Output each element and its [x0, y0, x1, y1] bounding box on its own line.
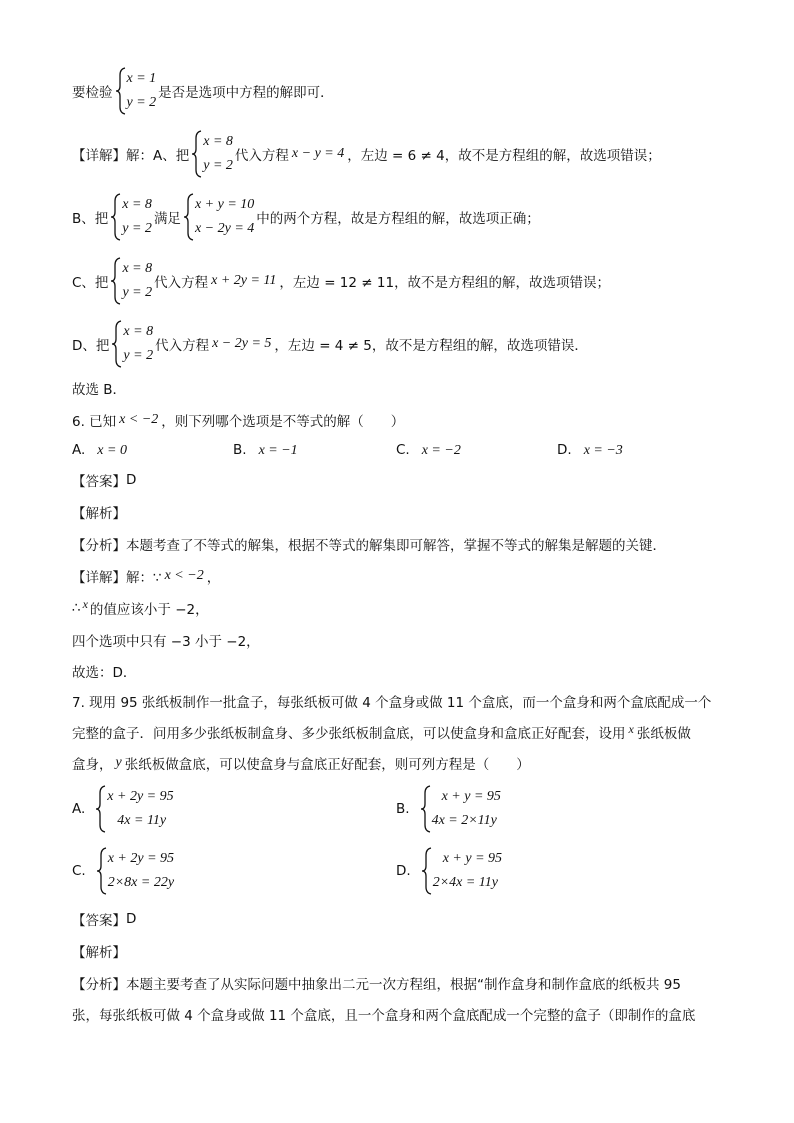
q6-option-a [72, 442, 130, 459]
line-b-text: B、把 [72, 211, 109, 227]
detail-text-end: ， [206, 570, 221, 586]
q6-stem [72, 409, 404, 431]
brace-icon [420, 785, 432, 833]
line-d-conclusion: ，故不是方程组的解，故选项错误． [371, 338, 588, 354]
equation-system [115, 67, 157, 115]
system-eq-2: y = 2 [122, 285, 153, 300]
brace-icon [110, 257, 122, 305]
line-a-text: 解：A、把 [126, 148, 190, 164]
system-eq-2: y = 2 [126, 95, 157, 110]
q6-inequality: x < −2 [119, 412, 159, 427]
system-eq-1: x + 2y = 95 [107, 851, 175, 866]
step-3-text: 四个选项中只有 −3 小于 −2， [72, 634, 260, 650]
option-value: x = 0 [97, 443, 127, 458]
option-key: A. [72, 442, 86, 458]
line-c-text: C、把 [72, 275, 109, 291]
equation-system [111, 320, 153, 368]
q6-option-b [233, 442, 301, 459]
q6-stem-text: 6. 已知 [72, 414, 117, 430]
option-value: x = −2 [421, 443, 461, 458]
brace-icon [96, 847, 108, 895]
q6-option-d [557, 442, 626, 459]
system-eq-1: x = 8 [122, 261, 153, 276]
equation: x + 2y = 11 [211, 273, 277, 288]
system-eq-1: x = 8 [122, 197, 152, 212]
q5-final-answer [72, 377, 126, 399]
system-eq-2: 4x = 2×11y [431, 813, 497, 828]
equation: x − y = 4 [291, 146, 345, 161]
system-eq-2: 2×8x = 22y [107, 875, 175, 890]
q7-stem-line-1 [72, 690, 711, 712]
system-eq-2: y = 2 [203, 158, 233, 173]
option-key: C. [396, 442, 410, 458]
option-system [95, 785, 173, 833]
equation-system [110, 257, 152, 305]
analysis-label: 【分析】 [72, 977, 126, 993]
q6-stem-text-2: ，则下列哪个选项是不等式的解（ ） [161, 414, 405, 430]
solution-line-c [72, 261, 611, 300]
system-eq-2: y = 2 [123, 348, 154, 363]
system-eq-1: x + y = 95 [442, 851, 503, 866]
equation-system [110, 193, 152, 241]
system-eq-1: x + y = 95 [441, 789, 501, 804]
intro-text: 要检验 [72, 85, 113, 101]
final-answer-text: 故选 B． [72, 382, 127, 398]
analysis-text: 本题考查了不等式的解集，根据不等式的解集即可解答，掌握不等式的解集是解题的关键． [126, 538, 666, 554]
step-4-text: 故选：D． [72, 665, 137, 681]
system-eq-1: x + 2y = 95 [107, 789, 174, 804]
variable-x: x [628, 721, 634, 736]
line-d-text: D、把 [72, 338, 110, 354]
option-key: D. [396, 863, 411, 879]
answer-value: D [126, 472, 137, 488]
answer-tag: 【答案】 [72, 474, 126, 490]
left-side-value: ，左边 = 6 ≠ 4 [347, 148, 445, 164]
q6-detail [72, 565, 220, 587]
q7-stem-text-end: 张纸板做 [636, 726, 691, 742]
step-2-text: 的值应该小于 −2， [89, 602, 209, 618]
equation: x − 2y = 5 [212, 336, 272, 351]
q6-option-c [396, 442, 464, 459]
option-key: C. [72, 863, 86, 879]
system-eq-1: x + y = 10 [194, 197, 255, 212]
line-b-conclusion: 中的两个方程，故是方程组的解，故选项正确； [256, 211, 540, 227]
system-eq-2: 4x = 11y [117, 813, 167, 828]
q6-step-4 [72, 660, 136, 682]
q7-option-b [396, 785, 503, 833]
option-value: x = −1 [258, 443, 298, 458]
answer-tag: 【答案】 [72, 913, 126, 929]
q7-answer [72, 908, 136, 930]
system-eq-2: 2×4x = 11y [432, 875, 498, 890]
q7-option-c [72, 847, 176, 895]
therefore-symbol: ∴ [72, 600, 81, 616]
analysis-tag: 【解析】 [72, 945, 126, 961]
q7-stem-line-2 [72, 721, 691, 743]
detail-tag: 【详解】 [72, 148, 126, 164]
brace-icon [191, 130, 203, 178]
left-side-value: ，左边 = 12 ≠ 11 [279, 275, 395, 291]
q6-analysis [72, 533, 666, 555]
brace-icon [110, 193, 122, 241]
option-key: B. [396, 801, 410, 817]
brace-icon [111, 320, 123, 368]
detail-inequality: x < −2 [164, 568, 204, 583]
line-c-conclusion: ，故不是方程组的解，故选项错误； [394, 275, 611, 291]
line-b-text-2: 满足 [153, 211, 181, 227]
system-eq-2: y = 2 [122, 221, 152, 236]
solution-line-b [72, 197, 540, 236]
intro-text-end: 是否是选项中方程的解即可． [158, 85, 334, 101]
q7-stem-line-3 [72, 752, 530, 774]
brace-icon [183, 193, 195, 241]
q7-analysis-line-2 [72, 1003, 695, 1025]
system-eq-1: x = 8 [203, 134, 233, 149]
detail-text: 解：∵ [126, 570, 162, 586]
q7-analysis-header [72, 940, 126, 962]
q7-option-a [72, 785, 176, 833]
option-key: D. [557, 442, 572, 458]
line-a-text-2: 代入方程 [234, 148, 289, 164]
analysis-tag: 【解析】 [72, 506, 126, 522]
q7-stem-text: 盒身， [72, 757, 113, 773]
left-side-value: ，左边 = 4 ≠ 5 [274, 338, 372, 354]
option-system [96, 847, 174, 895]
q7-stem-text: 完整的盒子．问用多少张纸板制盒身、多少张纸板制盒底，可以使盒身和盒底正好配套，设用 [72, 726, 626, 742]
option-key: B. [233, 442, 247, 458]
option-key: A. [72, 801, 86, 817]
q6-answer [72, 469, 136, 491]
q7-stem-text: 7. 现用 95 张纸板制作一批盒子，每张纸板可做 4 个盒身或做 11 个盒底，而一个盒身和两个盒底配成一个 [72, 695, 712, 711]
option-value: x = −3 [583, 443, 623, 458]
q6-analysis-header [72, 501, 126, 523]
equation-system [191, 130, 233, 178]
brace-icon [95, 785, 107, 833]
q6-step-2 [72, 597, 209, 619]
brace-icon [115, 67, 127, 115]
answer-value: D [126, 911, 137, 927]
line-c-text-2: 代入方程 [154, 275, 209, 291]
line-a-conclusion: ，故不是方程组的解，故选项错误； [444, 148, 661, 164]
q7-option-d [396, 847, 504, 895]
option-system [421, 847, 502, 895]
option-system [420, 785, 501, 833]
solution-line-a [72, 134, 661, 173]
line-d-text-2: 代入方程 [155, 338, 210, 354]
detail-tag: 【详解】 [72, 570, 126, 586]
intro-line [72, 71, 334, 110]
analysis-text: 本题主要考查了从实际问题中抽象出二元一次方程组，根据“制作盒身和制作盒底的纸板共 95 [126, 977, 681, 993]
q6-step-3 [72, 629, 260, 651]
solution-line-d [72, 324, 588, 363]
equation-system-2 [183, 193, 254, 241]
variable-x: x [82, 596, 88, 611]
system-eq-1: x = 1 [126, 71, 157, 86]
system-eq-2: x − 2y = 4 [194, 221, 255, 236]
system-eq-1: x = 8 [123, 324, 154, 339]
variable-y: y [115, 755, 122, 770]
q7-stem-text-end: 张纸板做盒底，可以使盒身与盒底正好配套，则可列方程是（ ） [124, 757, 530, 773]
brace-icon [421, 847, 433, 895]
analysis-label: 【分析】 [72, 538, 126, 554]
analysis-text: 张，每张纸板可做 4 个盒身或做 11 个盒底，且一个盒身和两个盒底配成一个完整的盒子（即制作的盒底 [72, 1008, 696, 1024]
q7-analysis-line-1 [72, 972, 681, 994]
